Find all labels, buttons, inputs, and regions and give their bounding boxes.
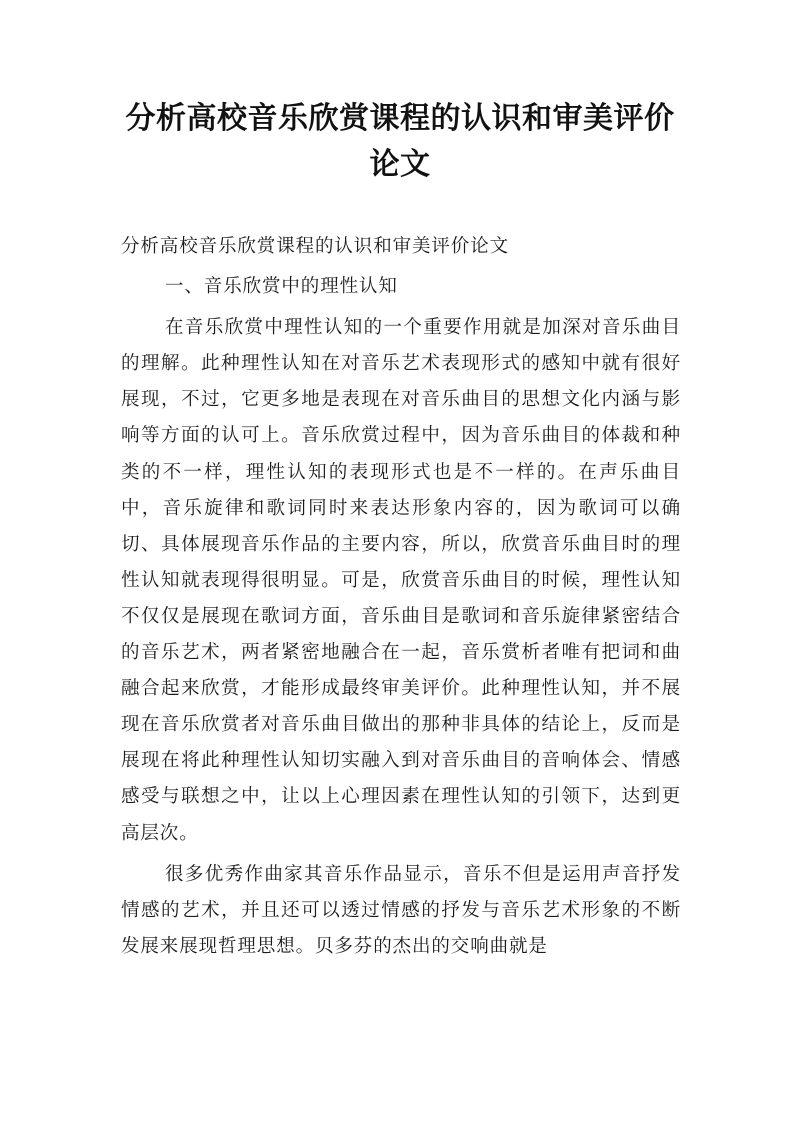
paragraph: 很多优秀作曲家其音乐作品显示，音乐不但是运用声音抒发情感的艺术，并且还可以透过情感的抒发与音乐艺术形象的不断发展来展现哲理思想。贝多芬的杰出的交响曲就是	[121, 863, 681, 957]
document-body	[121, 229, 681, 965]
document-subtitle: 分析高校音乐欣赏课程的认识和审美评价论文	[121, 236, 510, 257]
title-line-2: 论文	[369, 147, 431, 182]
document-title	[100, 96, 700, 188]
paragraph: 在音乐欣赏中理性认知的一个重要作用就是加深对音乐曲目的理解。此种理性认知在对音乐艺术表现形式的感知中就有很好展现，不过，它更多地是表现在对音乐曲目的思想文化内涵与影响等方面的认可上。音乐欣赏过程中，因为音乐曲目的体裁和种类的不一样，理性认知的表现形式也是不一样的。在声乐曲目中，音乐旋律和歌词同时来表达形象内容的，因为歌词可以确切、具体展现音乐作品的主要内容，所以，欣赏音乐曲目时的理性认知就表现得很明显。可是，欣赏音乐曲目的时候，理性认知不仅仅是展现在歌词方面，音乐曲目是歌词和音乐旋律紧密结合的音乐艺术，两者紧密地融合在一起，音乐赏析者唯有把词和曲融合起来欣赏，才能形成最终审美评价。此种理性认知，并不展现在音乐欣赏者对音乐曲目做出的那种非具体的结论上，反而是展现在将此种理性认知切实融入到对音乐曲目的音响体会、情感感受与联想之中，让以上心理因素在理性认知的引领下，达到更高层次。	[121, 317, 681, 844]
section-heading: 一、音乐欣赏中的理性认知	[165, 276, 398, 298]
title-line-1: 分析高校音乐欣赏课程的认识和审美评价	[125, 101, 675, 136]
